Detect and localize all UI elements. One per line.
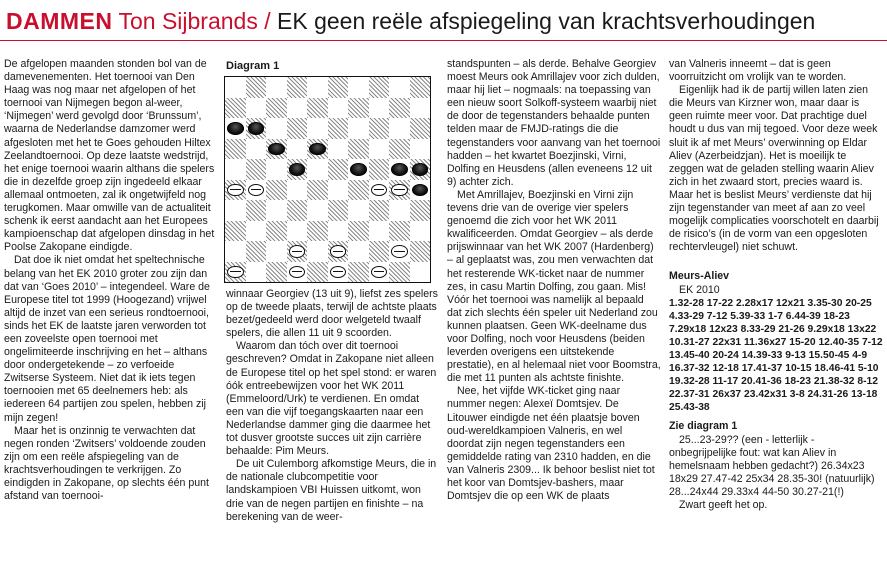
dark-square xyxy=(348,98,369,119)
paragraph: Dat doe ik niet omdat het speltechnische belang van het EK 2010 groter zou zijn dan dat van ‘Goes 2010’ – integendeel. Ware de Europese titel tot 1999 (Hoogezand) vrijwel altijd de inzet van een serieus rondtoernooi, sinds het EK de laatste jaren verworden tot een zoveelste open toernooi met ongelimiteerde inschrijving en het – althans door ondergetekende – zo verfoeide Zwitserse Systeem. Niet dat ik iets tegen toernooien met 65 deelnemers heb: als iedereen 64 partijen zou spelen, hebben zij mijn zegen! xyxy=(4,254,210,424)
white-piece xyxy=(248,184,265,197)
dark-square xyxy=(225,98,246,119)
dark-square xyxy=(369,77,390,98)
light-square xyxy=(348,159,369,180)
light-square xyxy=(328,221,349,242)
black-piece xyxy=(227,122,244,135)
author-name: Ton Sijbrands xyxy=(118,8,258,34)
light-square xyxy=(266,200,287,221)
light-square xyxy=(389,241,410,262)
dark-square xyxy=(266,139,287,160)
white-piece xyxy=(289,266,306,279)
dark-square xyxy=(225,139,246,160)
dark-square xyxy=(328,77,349,98)
light-square xyxy=(225,241,246,262)
dark-square xyxy=(348,180,369,201)
article-title: EK geen reële afspiegeling van krachtsverhoudingen xyxy=(277,8,816,34)
dark-square xyxy=(307,139,328,160)
light-square xyxy=(266,241,287,262)
light-square xyxy=(389,159,410,180)
dark-square xyxy=(328,118,349,139)
section-name: DAMMEN xyxy=(6,8,113,34)
black-piece xyxy=(309,143,326,156)
white-piece xyxy=(391,184,408,197)
dark-square xyxy=(266,180,287,201)
dark-square xyxy=(369,200,390,221)
dark-square xyxy=(266,221,287,242)
dark-square xyxy=(389,139,410,160)
light-square xyxy=(328,98,349,119)
dark-square xyxy=(225,180,246,201)
light-square xyxy=(328,262,349,283)
dark-square xyxy=(410,77,431,98)
paragraph: van Valneris inneemt – dat is geen voorruitzicht om vrolijk van te worden. xyxy=(669,58,847,84)
light-square xyxy=(410,221,431,242)
dark-square xyxy=(307,221,328,242)
diagram-reference: Zie diagram 1 xyxy=(669,420,738,433)
light-square xyxy=(225,118,246,139)
paragraph: Eigenlijk had ik de partij willen laten zien die Meurs van Kirzner won, maar daar is geen ruimte meer voor. Dat prachtige duel houdt u dus van mij tegoed. Voor deze week sluit ik af met Meurs’ overwinning op Eldar Aliev (Azerbeidzjan). Het is moeilijk te zeggen wat de geladen stelling waarin Aliev zich in het zwaard stort, precies waard is. Maar het is beslist Meurs’ verdienste dat hij zijn tegenstander van meet af aan zo veel mogelijk complicaties voorschotelt en daarbij de risico’s (in de vorm van een opgesloten rechtervleugel) niet schuwt. xyxy=(669,84,879,254)
headline xyxy=(6,4,884,40)
game-continuation: 25...23-29?? (een - letterlijk - onbegrijpelijke fout: wat kan Aliev in hemelsnaam hebben gedacht?) 26.34x23 18x29 27.47-42 25x34 28.35-30! (natuurlijk) 28...24x44 29.33x4 44-50 30.27-21(!) xyxy=(669,433,875,498)
dark-square xyxy=(287,159,308,180)
light-square xyxy=(287,98,308,119)
dark-square xyxy=(307,262,328,283)
white-piece xyxy=(391,245,408,258)
dark-square xyxy=(410,241,431,262)
white-piece xyxy=(227,184,244,197)
light-square xyxy=(348,118,369,139)
light-square xyxy=(246,180,267,201)
light-square xyxy=(410,139,431,160)
paragraph: Maar het is onzinnig te verwachten dat negen ronden ‘Zwitsers’ voldoende zouden zijn om een reële afspiegeling van de krachtsverhoudingen te verkrijgen. Zo eindigden in Zakopane, op slechts één punt afstand van toernooi- xyxy=(4,424,209,503)
light-square xyxy=(246,221,267,242)
dark-square xyxy=(369,118,390,139)
dark-square xyxy=(369,241,390,262)
light-square xyxy=(369,262,390,283)
dark-square xyxy=(389,180,410,201)
paragraph: winnaar Georgiev (13 uit 9), liefst zes spelers op de tweede plaats, terwijl de achtste plaats bezet/gedeeld werd door welgeteld twaalf spelers, die allen 11 uit 9 scoorden. xyxy=(226,288,438,340)
dark-square xyxy=(266,262,287,283)
light-square xyxy=(348,241,369,262)
dark-square xyxy=(328,200,349,221)
light-square xyxy=(287,262,308,283)
black-piece xyxy=(289,163,306,176)
light-square xyxy=(369,139,390,160)
light-square xyxy=(246,262,267,283)
dark-square xyxy=(348,139,369,160)
dark-square xyxy=(287,200,308,221)
light-square xyxy=(369,98,390,119)
light-square xyxy=(389,200,410,221)
dark-square xyxy=(389,221,410,242)
dark-square xyxy=(410,159,431,180)
diagram-label: Diagram 1 xyxy=(226,60,280,72)
white-piece xyxy=(227,266,244,279)
headline-separator: / xyxy=(264,8,271,34)
dark-square xyxy=(389,98,410,119)
light-square xyxy=(307,77,328,98)
header-rule xyxy=(0,40,887,41)
light-square xyxy=(307,118,328,139)
light-square xyxy=(307,159,328,180)
light-square xyxy=(225,200,246,221)
black-piece xyxy=(391,163,408,176)
light-square xyxy=(348,77,369,98)
draughts-board xyxy=(224,76,431,283)
dark-square xyxy=(369,159,390,180)
light-square xyxy=(287,221,308,242)
light-square xyxy=(266,118,287,139)
black-piece xyxy=(268,143,285,156)
light-square xyxy=(328,180,349,201)
light-square xyxy=(266,77,287,98)
column-2 xyxy=(226,288,439,524)
game-event: EK 2010 xyxy=(679,283,720,296)
column-4 xyxy=(669,58,883,512)
paragraph: De afgelopen maanden stonden bol van de damevenementen. Het toernooi van Den Haag was nog maar net afgelopen of het toernooi van Nijmegen begon al-weer, ‘Nijmegen’ werd gevolgd door ‘Brunssum’, waarna de Nederlandse damzomer werd afgesloten met het te Goes gehouden Hiltex Zeelandtoernooi. Op deze laatste wedstrijd, het enige toernooi waarin althans die spelers die in dezelfde groep zijn ingedeeld elkaar allemaal ontmoeten, zal ik ongetwijfeld nog terugkomen. Maar omwille van de actualiteit schenk ik eerst aandacht aan het Europees kampioenschap dat afgelopen dinsdag in het Poolse Zakopane eindigde. xyxy=(4,58,215,254)
black-piece xyxy=(350,163,367,176)
white-piece xyxy=(289,245,306,258)
dark-square xyxy=(348,262,369,283)
light-square xyxy=(410,98,431,119)
light-square xyxy=(410,180,431,201)
game-title: Meurs-Aliev xyxy=(669,270,730,283)
paragraph: Nee, het vijfde WK-ticket ging naar nummer negen: Alexeï Domtsjev. De Litouwer eindigde net één plaatsje boven oud-wereldkampioen Valneris, en wel doordat zijn negen tegenstanders een gemiddelde rating van 2310 hadden, en die van Valneris 2309... Ik behoor beslist niet tot het koor van Domtsjev-bashers, maar Domtsjev die op een WK de plaats xyxy=(447,385,655,503)
light-square xyxy=(225,159,246,180)
light-square xyxy=(410,262,431,283)
dark-square xyxy=(328,159,349,180)
column-1 xyxy=(4,58,216,503)
dark-square xyxy=(410,118,431,139)
paragraph: De uit Culemborg afkomstige Meurs, die in de nationale clubcompetitie voor landskampioen VBI Huissen uitkomt, won drie van de negen partijen en finishte – na berekening van de weer- xyxy=(226,458,437,523)
dark-square xyxy=(389,262,410,283)
light-square xyxy=(225,77,246,98)
dark-square xyxy=(287,118,308,139)
black-piece xyxy=(412,163,429,176)
paragraph: standspunten – als derde. Behalve Georgiev moest Meurs ook Amrillajev voor zich dulden, maar hij liet – nogmaals: na toepassing van een nieuw soort Solkoff-systeem waarbij niet de door de tegenstanders behaalde punten telden maar de FMJD-ratings die die tegenstanders voor aanvang van het toernooi hadden – het kwartet Boezjinski, Virni, Dolfing en Heusdens (allen eveneens 12 uit 9) achter zich. xyxy=(447,58,661,188)
paragraph: Met Amrillajev, Boezjinski en Virni zijn tevens drie van de overige vier spelers genoemd die zich voor het WK 2011 kwalificeerden. Omdat Georgiev – als derde prijswinnaar van het WK 2007 (Hardenberg) – al geplaatst was, zou men verwachten dat het resterende WK-ticket naar de nummer zes, in casu Martin Dolfing, zou gaan. Mis! Vóór het toernooi was namelijk al bepaald dat zich slechts één speler uit Nederland zou kunnen plaatsen. Geen WK-deelname dus voor Dolfing, noch voor Heusdens (beiden leverden overigens een uitstekende prestatie), en al helemaal niet voor Boomstra, die met 11 punten als achtste finishte. xyxy=(447,188,661,385)
light-square xyxy=(307,241,328,262)
dark-square xyxy=(225,262,246,283)
light-square xyxy=(389,118,410,139)
dark-square xyxy=(246,241,267,262)
game-closing: Zwart geeft het op. xyxy=(679,499,768,511)
light-square xyxy=(287,139,308,160)
dark-square xyxy=(266,98,287,119)
dark-square xyxy=(246,118,267,139)
dark-square xyxy=(410,200,431,221)
light-square xyxy=(246,139,267,160)
dark-square xyxy=(307,98,328,119)
dark-square xyxy=(246,159,267,180)
light-square xyxy=(246,98,267,119)
light-square xyxy=(287,180,308,201)
light-square xyxy=(348,200,369,221)
black-piece xyxy=(412,184,429,197)
dark-square xyxy=(246,200,267,221)
light-square xyxy=(328,139,349,160)
dark-square xyxy=(348,221,369,242)
board-grid xyxy=(225,77,430,282)
dark-square xyxy=(225,221,246,242)
light-square xyxy=(389,77,410,98)
light-square xyxy=(369,221,390,242)
light-square xyxy=(266,159,287,180)
dark-square xyxy=(307,180,328,201)
white-piece xyxy=(330,245,347,258)
white-piece xyxy=(330,266,347,279)
dark-square xyxy=(328,241,349,262)
black-piece xyxy=(248,122,265,135)
light-square xyxy=(369,180,390,201)
dark-square xyxy=(287,241,308,262)
column-3 xyxy=(447,58,661,503)
paragraph: Waarom dan tóch over dit toernooi geschreven? Omdat in Zakopane niet alleen de Europese titel op het spel stond: er waren óók entreebewijzen voor het WK 2011 (Emmeloord/Urk) te verdienen. En omdat een van die vijf toegangskaarten naar een Nederlandse dammer ging die daarmee het tot dusver grootste succes uit zijn carrière behaalde: Pim Meurs. xyxy=(226,340,437,458)
dark-square xyxy=(246,77,267,98)
white-piece xyxy=(371,184,388,197)
light-square xyxy=(307,200,328,221)
dark-square xyxy=(287,77,308,98)
white-piece xyxy=(371,266,388,279)
game-moves: 1.32-28 17-22 2.28x17 12x21 3.35-30 20-25 4.33-29 7-12 5.39-33 1-7 6.44-39 18-23 7.29x18 12x23 8.33-29 21-26 9.29x18 13x22 10.31-27 22x31 11.36x27 15-20 12.40-35 7-12 13.45-40 20-24 14.39-33 9-13 15.50-45 4-9 16.37-32 12-18 17.41-37 10-15 18.46-41 5-10 19.32-28 11-17 20.41-36 18-23 21.38-32 8-12 22.37-31 26x37 23.42x31 3-8 24.31-26 13-18 25.43-38 xyxy=(669,297,883,414)
